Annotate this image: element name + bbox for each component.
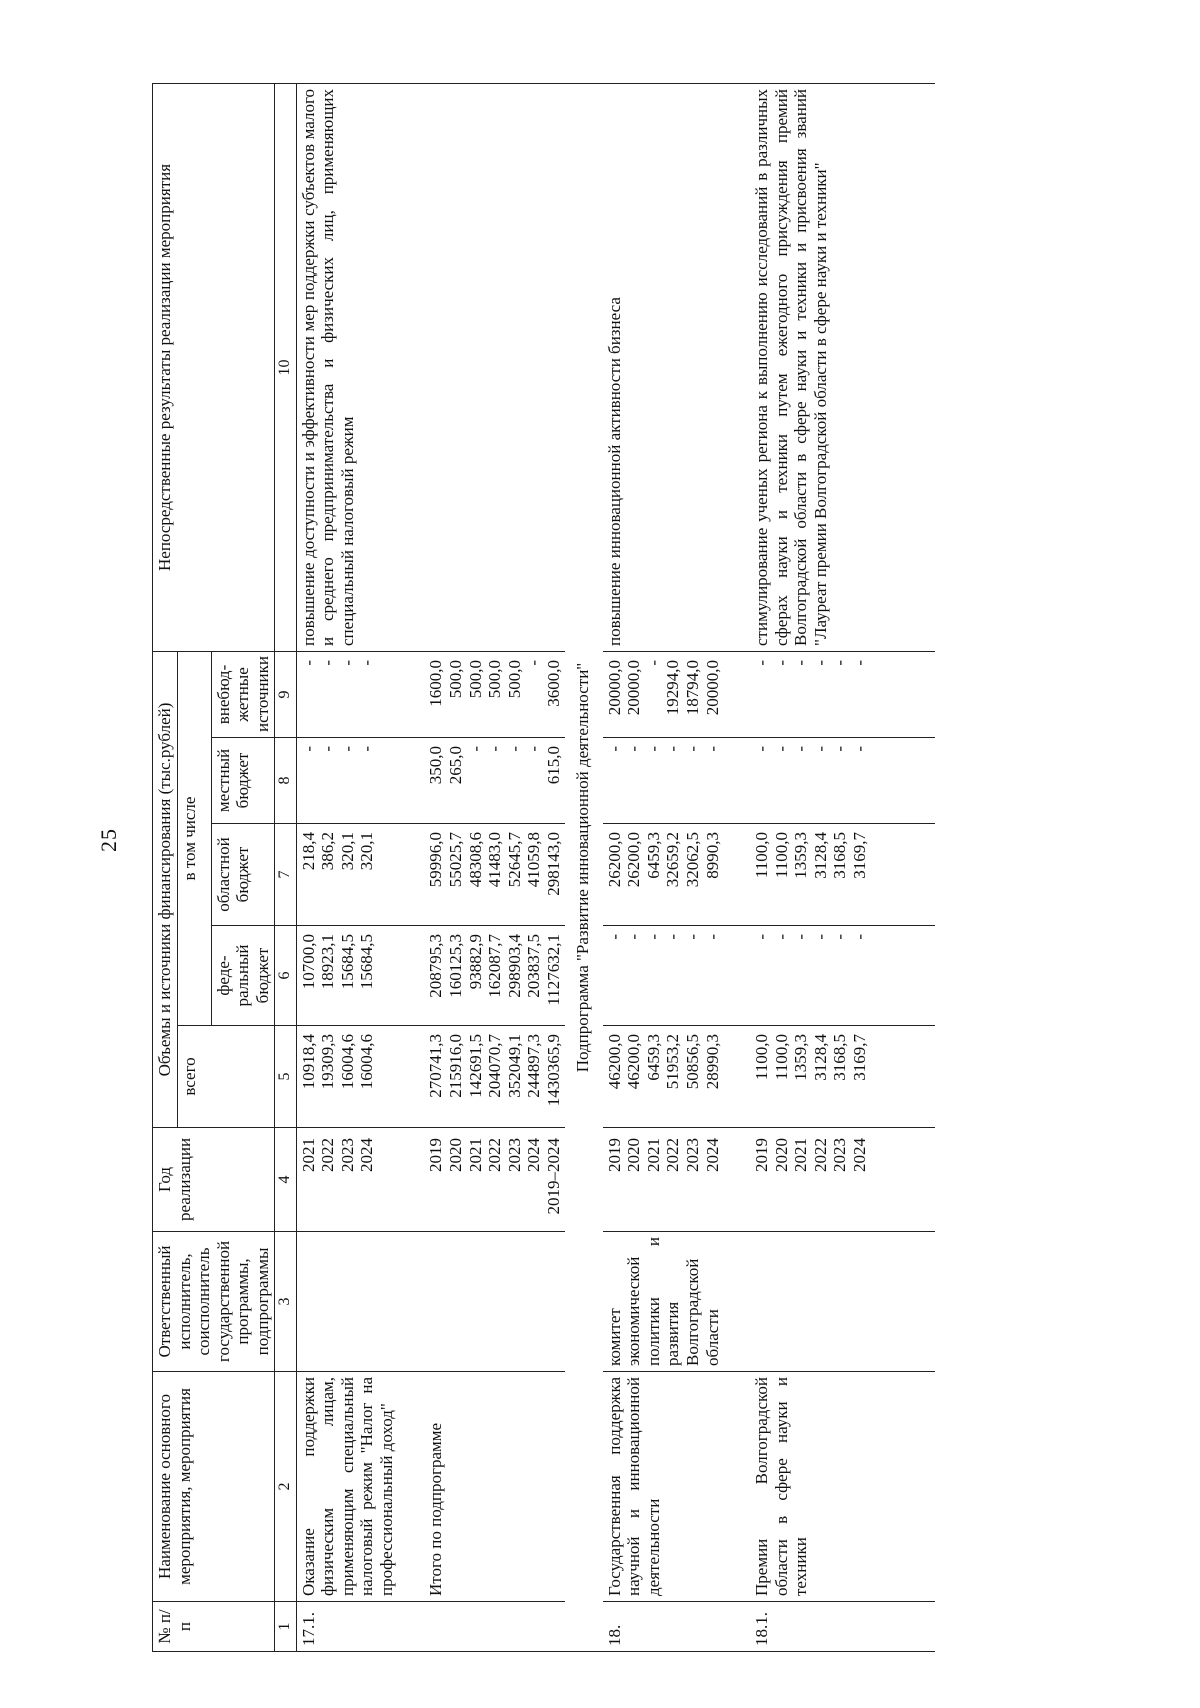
- cell-value: -: [702, 934, 722, 940]
- cell-value: 500,0: [504, 659, 524, 699]
- cell-value: -: [849, 746, 869, 752]
- cell-value: 19309,3: [318, 1034, 338, 1090]
- cell-value: 2021: [465, 1138, 485, 1172]
- cell-value: 2019: [752, 1138, 772, 1172]
- cell-value: 244897,3: [524, 1034, 544, 1098]
- table-row-17-1: [296, 83, 398, 1651]
- col-number: 3: [275, 1232, 296, 1372]
- cell-value: 320,1: [337, 832, 357, 871]
- cell-value: 3128,4: [810, 1034, 830, 1081]
- cell-value: 10700,0: [298, 934, 318, 990]
- cell-value: -: [752, 746, 772, 752]
- regional-cell: [296, 824, 398, 926]
- cell-value: 1600,0: [426, 659, 446, 707]
- cell-value: 2024: [849, 1138, 869, 1172]
- cell-value: -: [624, 934, 644, 940]
- cell-value: 51953,2: [663, 1034, 683, 1090]
- cell-value: -: [752, 659, 772, 666]
- cell-value: 6459,3: [643, 832, 663, 879]
- header-num: № п/п: [153, 1602, 275, 1652]
- cell-value: 615,0: [543, 746, 563, 785]
- cell-value: 2024: [357, 1138, 377, 1172]
- col-number: 9: [275, 651, 296, 737]
- page-number: 25: [96, 828, 121, 852]
- offbudget-cell: [424, 651, 565, 737]
- cell-value: 298903,4: [504, 934, 524, 998]
- cell-value: -: [830, 934, 850, 940]
- cell-value: -: [849, 659, 869, 666]
- program-table: [152, 83, 935, 1652]
- cell-value: -: [682, 934, 702, 940]
- cell-value: 1359,3: [791, 832, 811, 879]
- result-text: повышение инновационной активности бизнеса: [603, 83, 724, 651]
- cell-value: -: [682, 746, 702, 752]
- header-name: Наименование основного мероприятия, мероприятия: [153, 1372, 275, 1602]
- cell-value: 3168,5: [830, 1034, 850, 1081]
- subprogram-row: [565, 83, 603, 1651]
- cell-value: -: [752, 934, 772, 940]
- offbudget-cell: [296, 651, 398, 737]
- cell-value: 2023: [830, 1138, 850, 1172]
- cell-value: 2023: [504, 1138, 524, 1172]
- header-financing: Объемы и источники финансирования (тыс.рублей): [153, 651, 178, 1127]
- cell-value: 2020: [445, 1138, 465, 1172]
- cell-value: 2023: [682, 1138, 702, 1172]
- cell-value: 2023: [337, 1138, 357, 1172]
- header-total: всего: [177, 1026, 275, 1128]
- cell-value: -: [791, 659, 811, 666]
- cell-value: -: [791, 934, 811, 940]
- cell-value: 50856,5: [682, 1034, 702, 1090]
- cell-value: 386,2: [318, 832, 338, 871]
- col-number: 2: [275, 1372, 296, 1602]
- cell-value: -: [524, 659, 544, 666]
- cell-value: 298143,0: [543, 832, 563, 896]
- subprogram-title: Подпрограмма "Развитие инновационной деятельности": [565, 83, 603, 1651]
- cell-value: -: [771, 934, 791, 940]
- cell-value: 6459,3: [643, 1034, 663, 1081]
- header-year: Год реализации: [153, 1128, 275, 1232]
- total-cell: [750, 1026, 871, 1128]
- executor: комитет экономической политики и развития Волгоградской области: [603, 1232, 724, 1372]
- cell-value: -: [849, 934, 869, 940]
- col-number: 7: [275, 824, 296, 926]
- cell-value: -: [663, 746, 683, 752]
- cell-value: 500,0: [465, 659, 485, 699]
- cell-value: -: [357, 659, 377, 666]
- table-row-18-1: [750, 83, 871, 1651]
- header-results: Непосредственные результаты реализации мероприятия: [153, 83, 275, 651]
- cell-value: 270741,3: [426, 1034, 446, 1098]
- cell-value: 28990,3: [702, 1034, 722, 1090]
- cell-value: -: [643, 746, 663, 752]
- years-cell: [750, 1128, 871, 1232]
- cell-value: 500,0: [485, 659, 505, 699]
- header-offbudget: внебюд-жетные источники: [211, 651, 275, 737]
- cell-value: 2019: [604, 1138, 624, 1172]
- col-number: 8: [275, 738, 296, 824]
- col-number: 4: [275, 1128, 296, 1232]
- cell-value: 52645,7: [504, 832, 524, 888]
- cell-value: -: [771, 659, 791, 666]
- local-cell: [424, 738, 565, 824]
- cell-value: -: [604, 746, 624, 752]
- cell-value: 2024: [702, 1138, 722, 1172]
- local-cell: [603, 738, 724, 824]
- row-number: 17.1.: [296, 1602, 398, 1652]
- cell-value: 2022: [663, 1138, 683, 1172]
- col-number: 10: [275, 83, 296, 651]
- cell-value: 10918,4: [298, 1034, 318, 1090]
- total-cell: [296, 1026, 398, 1128]
- cell-value: 93882,9: [465, 934, 485, 990]
- cell-value: -: [643, 934, 663, 940]
- cell-value: 41059,8: [524, 832, 544, 888]
- cell-value: 26200,0: [604, 832, 624, 888]
- cell-value: 160125,3: [445, 934, 465, 998]
- row-number: 18.: [603, 1602, 724, 1652]
- years-cell: [424, 1128, 565, 1232]
- cell-value: 215916,0: [445, 1034, 465, 1098]
- cell-value: 265,0: [445, 746, 465, 785]
- result-text: стимулирование ученых региона к выполнению исследований в различных сферах науки и техники путем ежегодного присуждения премий Волгоградской области в сфере науки и техники и присвоения званий "Лауреат премии Волгоградской области в сфере науки и техники": [750, 83, 871, 651]
- cell-value: 2021: [791, 1138, 811, 1172]
- cell-value: 1100,0: [752, 832, 772, 879]
- subtotal-label: Итого по подпрограмме: [424, 1372, 565, 1602]
- cell-value: 203837,5: [524, 934, 544, 998]
- cell-value: 32062,5: [682, 832, 702, 888]
- cell-value: 1100,0: [771, 1034, 791, 1081]
- cell-value: -: [702, 746, 722, 752]
- cell-value: 15684,5: [337, 934, 357, 990]
- cell-value: -: [830, 659, 850, 666]
- cell-value: 2022: [810, 1138, 830, 1172]
- cell-value: 20000,0: [624, 659, 644, 716]
- cell-value: 16004,6: [337, 1034, 357, 1090]
- cell-value: -: [771, 746, 791, 752]
- cell-value: 20000,0: [604, 659, 624, 716]
- federal-cell: [750, 926, 871, 1026]
- cell-value: -: [604, 934, 624, 940]
- cell-value: 46200,0: [624, 1034, 644, 1090]
- cell-value: -: [318, 659, 338, 666]
- regional-cell: [603, 824, 724, 926]
- cell-value: 3128,4: [810, 832, 830, 879]
- cell-value: -: [485, 746, 505, 752]
- cell-value: 18923,1: [318, 934, 338, 990]
- cell-value: -: [337, 746, 357, 752]
- cell-value: -: [791, 746, 811, 752]
- header-federal: феде-ральный бюджет: [211, 926, 275, 1026]
- cell-value: -: [337, 659, 357, 666]
- cell-value: 8990,3: [702, 832, 722, 879]
- cell-value: -: [624, 746, 644, 752]
- header-regional: областной бюджет: [211, 824, 275, 926]
- cell-value: -: [357, 746, 377, 752]
- cell-value: 3168,5: [830, 832, 850, 879]
- cell-value: 2022: [318, 1138, 338, 1172]
- offbudget-cell: [750, 651, 871, 737]
- cell-value: -: [663, 934, 683, 940]
- regional-cell: [424, 824, 565, 926]
- cell-value: 204070,7: [485, 1034, 505, 1098]
- cell-value: 19294,0: [663, 659, 683, 716]
- cell-value: 32659,2: [663, 832, 683, 888]
- col-number: 1: [275, 1602, 296, 1652]
- cell-value: 26200,0: [624, 832, 644, 888]
- cell-value: -: [465, 746, 485, 752]
- local-cell: [750, 738, 871, 824]
- table-row-18: [603, 83, 724, 1651]
- cell-value: -: [318, 746, 338, 752]
- cell-value: 350,0: [426, 746, 446, 785]
- federal-cell: [296, 926, 398, 1026]
- cell-value: 208795,3: [426, 934, 446, 998]
- cell-value: 59996,0: [426, 832, 446, 888]
- measure-name: Премии Волгоградской области в сфере науки и техники: [750, 1372, 871, 1602]
- cell-value: 1100,0: [752, 1034, 772, 1081]
- local-cell: [296, 738, 398, 824]
- cell-value: 18794,0: [682, 659, 702, 716]
- col-number: 6: [275, 926, 296, 1026]
- cell-value: 320,1: [357, 832, 377, 871]
- cell-value: 1127632,1: [543, 934, 563, 1006]
- cell-value: 15684,5: [357, 934, 377, 990]
- cell-value: 1359,3: [791, 1034, 811, 1081]
- offbudget-cell: [603, 651, 724, 737]
- cell-value: 2019–2024: [543, 1138, 563, 1215]
- measure-name: Оказание поддержки физическим лицам, применяющим специальный налоговый режим "Налог на профессиональный доход": [296, 1372, 398, 1602]
- cell-value: 500,0: [445, 659, 465, 699]
- cell-value: 2024: [524, 1138, 544, 1172]
- cell-value: 1100,0: [771, 832, 791, 879]
- result-text: повышение доступности и эффективности мер поддержки субъектов малого и среднего предпринимательства и физических лиц, применяющих специальный налоговый режим: [296, 83, 398, 651]
- table-row-subtotal: [424, 83, 565, 1651]
- total-cell: [603, 1026, 724, 1128]
- executor: [296, 1232, 398, 1372]
- cell-value: -: [830, 746, 850, 752]
- measure-name: Государственная поддержка научной и инновационной деятельности: [603, 1372, 724, 1602]
- cell-value: 162087,7: [485, 934, 505, 998]
- cell-value: -: [810, 659, 830, 666]
- header-local: местный бюджет: [211, 738, 275, 824]
- cell-value: 142691,5: [465, 1034, 485, 1098]
- cell-value: 1430365,9: [543, 1034, 563, 1107]
- cell-value: 2019: [426, 1138, 446, 1172]
- cell-value: -: [298, 659, 318, 666]
- cell-value: -: [504, 746, 524, 752]
- cell-value: 41483,0: [485, 832, 505, 888]
- federal-cell: [603, 926, 724, 1026]
- cell-value: 2020: [771, 1138, 791, 1172]
- cell-value: 55025,7: [445, 832, 465, 888]
- cell-value: 2021: [298, 1138, 318, 1172]
- row-number: 18.1.: [750, 1602, 871, 1652]
- federal-cell: [424, 926, 565, 1026]
- column-number-row: [275, 83, 296, 1651]
- cell-value: 3600,0: [543, 659, 563, 707]
- cell-value: -: [810, 746, 830, 752]
- regional-cell: [750, 824, 871, 926]
- cell-value: 48308,6: [465, 832, 485, 888]
- col-number: 5: [275, 1026, 296, 1128]
- cell-value: -: [298, 746, 318, 752]
- cell-value: 2020: [624, 1138, 644, 1172]
- cell-value: 218,4: [298, 832, 318, 871]
- cell-value: 352049,1: [504, 1034, 524, 1098]
- total-cell: [424, 1026, 565, 1128]
- cell-value: -: [810, 934, 830, 940]
- cell-value: 3169,7: [849, 1034, 869, 1081]
- cell-value: 2022: [485, 1138, 505, 1172]
- header-including: в том числе: [177, 651, 211, 1025]
- cell-value: -: [643, 659, 663, 666]
- cell-value: 2021: [643, 1138, 663, 1172]
- years-cell: [296, 1128, 398, 1232]
- header-executor: Ответственный исполнитель, соисполнитель государственной программы, подпрограммы: [153, 1232, 275, 1372]
- years-cell: [603, 1128, 724, 1232]
- cell-value: 20000,0: [702, 659, 722, 716]
- rotated-table-container: [152, 84, 1112, 1652]
- cell-value: -: [524, 746, 544, 752]
- executor: [750, 1232, 871, 1372]
- cell-value: 46200,0: [604, 1034, 624, 1090]
- cell-value: 16004,6: [357, 1034, 377, 1090]
- cell-value: 3169,7: [849, 832, 869, 879]
